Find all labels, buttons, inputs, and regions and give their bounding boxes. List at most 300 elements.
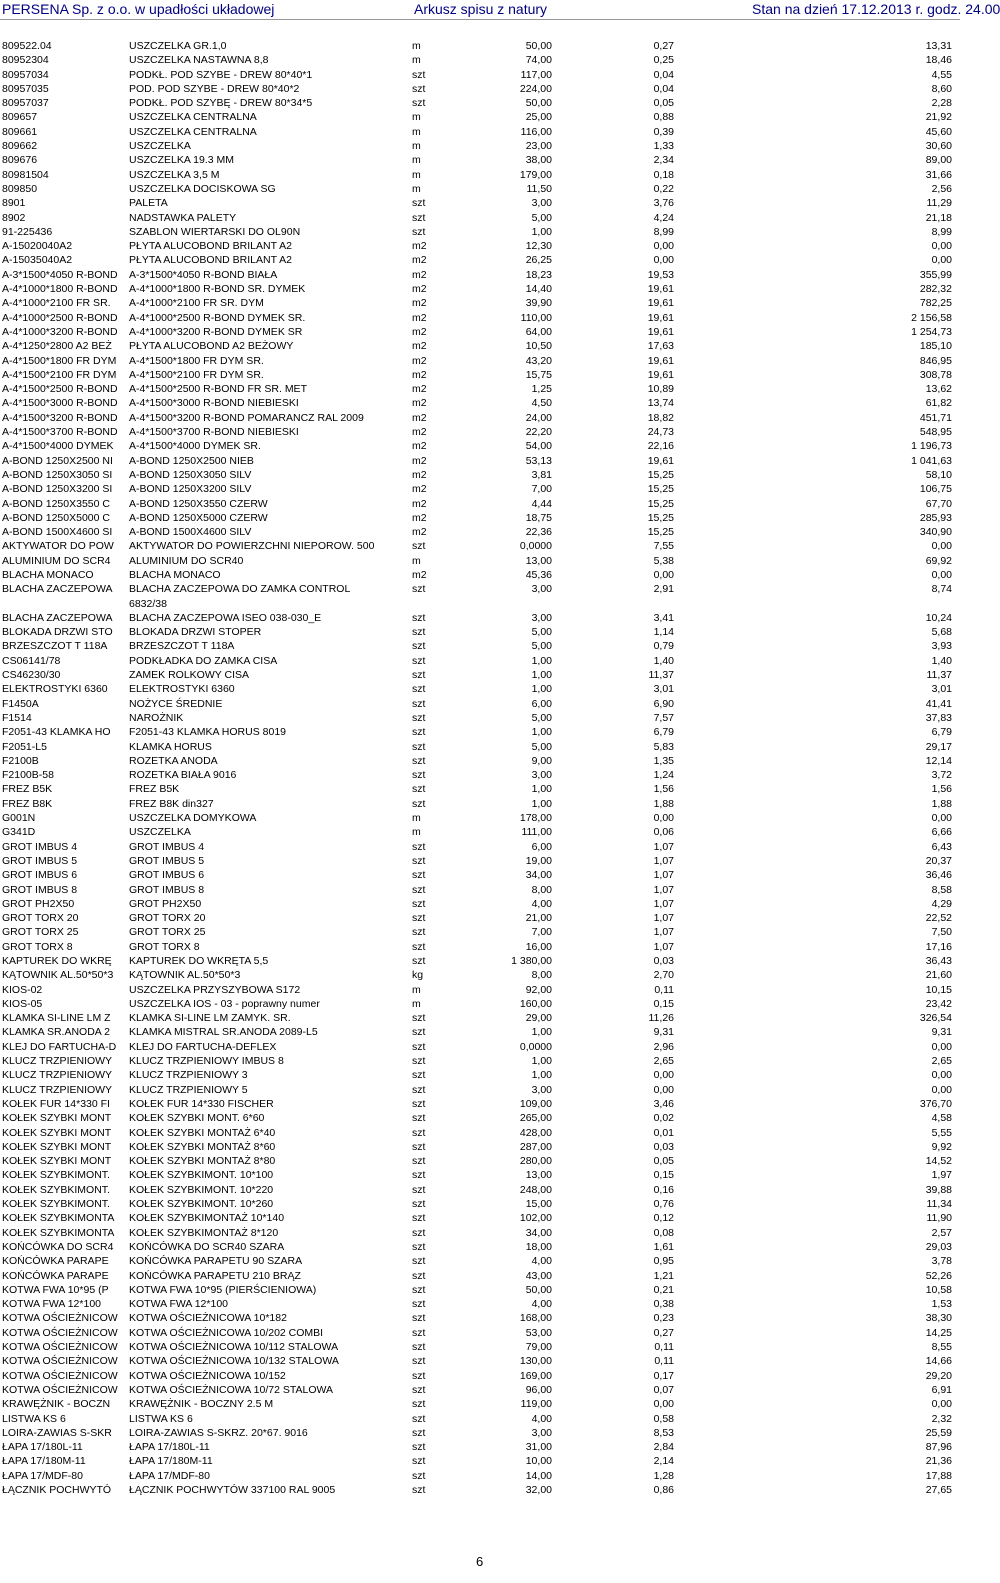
item-name: LOIRA-ZAWIAS S-SKRZ. 20*67. 9016 — [129, 1426, 308, 1439]
item-code: KOŁEK SZYBKI MONT — [2, 1140, 112, 1153]
item-quantity: 4,00 — [531, 1298, 552, 1311]
item-price: 7,57 — [653, 711, 674, 724]
item-name: USZCZELKA DOCISKOWA SG — [129, 182, 276, 195]
item-name: PODKŁ. POD SZYBE - DREW 80*40*1 — [129, 68, 313, 81]
item-unit: szt — [412, 1012, 426, 1025]
item-name: A-BOND 1250X3200 SILV — [129, 483, 252, 496]
item-unit: szt — [412, 1097, 426, 1110]
item-code: 809522.04 — [2, 40, 52, 52]
item-price: 0,02 — [653, 1112, 674, 1125]
item-quantity: 7,00 — [531, 483, 552, 496]
item-price: 3,76 — [653, 197, 674, 210]
item-quantity: 10,00 — [525, 1455, 552, 1468]
item-quantity: 5,00 — [531, 640, 552, 653]
item-unit: szt — [412, 1198, 426, 1211]
item-unit: m — [412, 182, 421, 195]
item-price: 0,04 — [653, 82, 674, 95]
item-code: 809676 — [2, 154, 38, 167]
table-row — [0, 1412, 960, 1426]
item-code: 80981504 — [2, 168, 49, 181]
table-row — [0, 868, 960, 882]
table-row — [0, 339, 960, 353]
item-name: KLEJ DO FARTUCHA-DEFLEX — [129, 1040, 277, 1053]
item-code: KOTWA OŚCIEŻNICOW — [2, 1326, 118, 1339]
table-row — [0, 454, 960, 468]
item-code: A-4*1000*3200 R-BOND — [2, 325, 118, 338]
item-code: F2100B — [2, 754, 39, 767]
item-value: 185,10 — [919, 340, 952, 353]
item-code: 80957034 — [2, 68, 49, 81]
table-row — [0, 625, 960, 639]
item-unit: szt — [412, 769, 426, 782]
item-unit: szt — [412, 211, 426, 224]
table-row — [0, 1369, 960, 1383]
item-value: 14,66 — [925, 1355, 952, 1368]
item-name: USZCZELKA CENTRALNA — [129, 111, 257, 124]
item-value: 0,00 — [931, 540, 952, 553]
item-unit: m — [412, 154, 421, 167]
item-quantity: 110,00 — [520, 311, 552, 324]
item-unit: szt — [412, 1426, 426, 1439]
item-value: 52,26 — [925, 1269, 952, 1282]
item-quantity: 8,00 — [531, 969, 552, 982]
item-value: 1,53 — [931, 1298, 952, 1311]
item-value: 2 156,58 — [911, 311, 952, 324]
item-unit: m2 — [412, 426, 427, 439]
item-quantity: 3,00 — [531, 197, 552, 210]
item-price: 1,56 — [653, 783, 674, 796]
item-unit: szt — [412, 225, 426, 238]
item-quantity: 22,20 — [525, 426, 552, 439]
item-name: PODKŁADKA DO ZAMKA CISA — [129, 654, 278, 667]
item-value: 69,92 — [925, 554, 952, 567]
table-row — [0, 1326, 960, 1340]
table-row — [0, 768, 960, 782]
item-value: 355,99 — [919, 268, 952, 281]
item-value: 25,59 — [925, 1426, 952, 1439]
item-value: 1 196,73 — [911, 440, 952, 453]
item-unit: m2 — [412, 511, 427, 524]
item-quantity: 3,00 — [531, 1083, 552, 1096]
item-unit: m — [412, 40, 421, 52]
item-code: A-3*1500*4050 R-BOND — [2, 268, 118, 281]
item-price: 13,74 — [647, 397, 674, 410]
item-quantity: 53,00 — [525, 1326, 552, 1339]
item-price: 6,90 — [653, 697, 674, 710]
item-quantity: 96,00 — [525, 1383, 552, 1396]
item-name: A-4*1500*1800 FR DYM SR. — [129, 354, 264, 367]
company-name: PERSENA Sp. z o.o. w upadłości układowej — [2, 1, 275, 17]
item-unit: m — [412, 54, 421, 67]
item-price: 0,05 — [653, 97, 674, 110]
table-row — [0, 396, 960, 410]
item-name: BLACHA ZACZEPOWA ISEO 038-030_E — [129, 611, 322, 624]
item-quantity: 45,36 — [525, 568, 552, 581]
table-row — [0, 125, 960, 139]
item-quantity: 8,00 — [531, 883, 552, 896]
item-value: 89,00 — [925, 154, 952, 167]
item-code: KOŁEK SZYBKI MONT — [2, 1126, 112, 1139]
table-row — [0, 1297, 960, 1311]
item-unit: m2 — [412, 454, 427, 467]
item-unit: m2 — [412, 297, 427, 310]
item-quantity: 117,00 — [520, 68, 552, 81]
item-unit: szt — [412, 82, 426, 95]
item-value: 8,55 — [931, 1341, 952, 1354]
item-unit: szt — [412, 783, 426, 796]
item-quantity: 22,36 — [525, 526, 552, 539]
item-price: 0,23 — [653, 1312, 674, 1325]
table-row — [0, 110, 960, 124]
item-unit: szt — [412, 726, 426, 739]
item-code: GROT IMBUS 4 — [2, 840, 78, 853]
item-value: 285,93 — [919, 511, 952, 524]
table-row — [0, 725, 960, 739]
table-row — [0, 668, 960, 682]
item-name: F2051-43 KLAMKA HORUS 8019 — [129, 726, 286, 739]
item-name: A-4*1000*2500 R-BOND DYMEK SR. — [129, 311, 306, 324]
item-name: KOTWA OŚCIEŻNICOWA 10/112 STALOWA — [129, 1341, 339, 1354]
item-quantity: 23,00 — [525, 140, 552, 153]
item-code: GROT IMBUS 6 — [2, 869, 78, 882]
item-price: 0,16 — [653, 1183, 674, 1196]
item-unit: m2 — [412, 440, 427, 453]
item-price: 0,00 — [653, 1398, 674, 1411]
item-unit: szt — [412, 1112, 426, 1125]
page-number: 6 — [476, 1554, 484, 1569]
item-name: USZCZELKA IOS - 03 - poprawny numer — [129, 997, 320, 1010]
item-name: GROT IMBUS 5 — [129, 854, 205, 867]
item-price: 0,18 — [653, 168, 674, 181]
table-row — [0, 439, 960, 453]
item-unit: szt — [412, 1312, 426, 1325]
item-quantity: 11,50 — [526, 182, 552, 195]
item-name: KLAMKA MISTRAL SR.ANODA 2089-L5 — [129, 1026, 318, 1039]
item-value: 29,03 — [925, 1240, 952, 1253]
item-code: GROT IMBUS 5 — [2, 854, 78, 867]
item-code: A-BOND 1250X5000 C — [2, 511, 110, 524]
item-unit: m2 — [412, 468, 427, 481]
item-value: 376,70 — [919, 1097, 952, 1110]
item-unit: m — [412, 125, 421, 138]
item-quantity: 4,44 — [531, 497, 552, 510]
item-code: CS46230/30 — [2, 669, 61, 682]
item-quantity: 102,00 — [519, 1212, 552, 1225]
item-code: KOTWA FWA 10*95 (P — [2, 1283, 109, 1296]
item-code: F2100B-58 — [2, 769, 54, 782]
item-value: 87,96 — [925, 1441, 952, 1454]
item-unit: szt — [412, 1226, 426, 1239]
item-unit: m2 — [412, 268, 427, 281]
table-row — [0, 482, 960, 496]
item-name: LISTWA KS 6 — [129, 1412, 193, 1425]
item-price: 4,24 — [653, 211, 674, 224]
item-name: KOŁEK SZYBKI MONTAŻ 6*40 — [129, 1126, 276, 1139]
item-unit: szt — [412, 912, 426, 925]
item-value: 0,00 — [931, 1040, 952, 1053]
item-price: 19,53 — [647, 268, 674, 281]
item-value: 1 041,63 — [911, 454, 952, 467]
item-quantity: 7,00 — [531, 926, 552, 939]
item-price: 5,83 — [653, 740, 674, 753]
table-row — [0, 411, 960, 425]
item-name: GROT TORX 8 — [129, 940, 200, 953]
item-unit: szt — [412, 940, 426, 953]
item-unit: szt — [412, 97, 426, 110]
item-unit: szt — [412, 683, 426, 696]
item-name: GROT TORX 25 — [129, 926, 206, 939]
item-price: 0,15 — [653, 997, 674, 1010]
item-code: ELEKTROSTYKI 6360 — [2, 683, 108, 696]
item-code: KOŁEK SZYBKIMONT. — [2, 1183, 110, 1196]
item-price: 0,07 — [653, 1383, 674, 1396]
item-quantity: 34,00 — [525, 1226, 552, 1239]
item-name: ELEKTROSTYKI 6360 — [129, 683, 235, 696]
item-quantity: 3,00 — [531, 611, 552, 624]
item-code: A-4*1000*2100 FR SR. — [2, 297, 111, 310]
page-header — [0, 0, 1000, 20]
item-value: 3,78 — [931, 1255, 952, 1268]
item-quantity: 1,00 — [531, 726, 552, 739]
item-price: 2,84 — [653, 1441, 674, 1454]
table-row — [0, 983, 960, 997]
item-code: A-BOND 1250X3200 SI — [2, 483, 113, 496]
item-price: 0,04 — [653, 68, 674, 81]
item-name: KOTWA OŚCIEŻNICOWA 10/202 COMBI — [129, 1326, 324, 1339]
item-unit: m2 — [412, 325, 427, 338]
item-code: 80957037 — [2, 97, 49, 110]
item-quantity: 3,00 — [531, 769, 552, 782]
item-name: A-4*1500*4000 DYMEK SR. — [129, 440, 261, 453]
item-unit: m — [412, 554, 421, 567]
table-row — [0, 1311, 960, 1325]
item-unit: szt — [412, 1441, 426, 1454]
item-name: A-4*1000*1800 R-BOND SR. DYMEK — [129, 283, 306, 296]
item-value: 846,95 — [919, 354, 952, 367]
item-price: 2,96 — [653, 1040, 674, 1053]
item-code: A-BOND 1250X3550 C — [2, 497, 110, 510]
item-value: 282,32 — [919, 283, 952, 296]
item-value: 0,00 — [931, 812, 952, 825]
item-value: 5,68 — [931, 626, 952, 639]
item-value: 10,58 — [925, 1283, 952, 1296]
item-value: 308,78 — [919, 368, 952, 381]
item-name: KOTWA OŚCIEŻNICOWA 10*182 — [129, 1312, 287, 1325]
item-unit: szt — [412, 797, 426, 810]
table-row — [0, 1025, 960, 1039]
item-price: 1,07 — [653, 854, 674, 867]
item-name: ŁAPA 17/MDF-80 — [129, 1469, 210, 1482]
item-code: KLUCZ TRZPIENIOWY — [2, 1055, 113, 1068]
item-name: KLUCZ TRZPIENIOWY 5 — [129, 1083, 248, 1096]
item-quantity: 64,00 — [525, 325, 552, 338]
item-price: 0,39 — [653, 125, 674, 138]
item-value: 9,31 — [931, 1026, 952, 1039]
item-unit: m — [412, 168, 421, 181]
item-code: KOŁEK FUR 14*330 FI — [2, 1097, 110, 1110]
item-quantity: 168,00 — [519, 1312, 552, 1325]
item-code: GROT TORX 25 — [2, 926, 79, 939]
item-price: 0,27 — [653, 1326, 674, 1339]
item-unit: szt — [412, 1412, 426, 1425]
item-quantity: 5,00 — [531, 626, 552, 639]
item-quantity: 1,00 — [531, 783, 552, 796]
item-value: 58,10 — [925, 468, 952, 481]
item-unit: szt — [412, 1069, 426, 1082]
item-name: GROT IMBUS 6 — [129, 869, 205, 882]
table-row — [0, 153, 960, 167]
table-row — [0, 1354, 960, 1368]
item-quantity: 6,00 — [531, 840, 552, 853]
table-row — [0, 740, 960, 754]
item-name: PODKŁ. POD SZYBĘ - DREW 80*34*5 — [129, 97, 313, 110]
item-value: 0,00 — [931, 254, 952, 267]
table-row — [0, 1269, 960, 1283]
item-code: G341D — [2, 826, 36, 839]
item-price: 0,79 — [653, 640, 674, 653]
item-value: 8,58 — [931, 883, 952, 896]
item-quantity: 119,00 — [520, 1398, 552, 1411]
table-row — [0, 239, 960, 253]
table-row — [0, 497, 960, 511]
item-unit: szt — [412, 1383, 426, 1396]
item-quantity: 0,0000 — [519, 540, 552, 553]
item-value: 29,20 — [925, 1369, 952, 1382]
item-name: BRZESZCZOT T 118A — [129, 640, 235, 653]
item-quantity: 32,00 — [525, 1483, 552, 1496]
item-code: A-15035040A2 — [2, 254, 73, 267]
table-row — [0, 354, 960, 368]
table-row — [0, 1240, 960, 1254]
item-value: 2,32 — [931, 1412, 952, 1425]
item-price: 3,46 — [653, 1097, 674, 1110]
item-price: 1,07 — [653, 926, 674, 939]
item-price: 0,00 — [653, 1069, 674, 1082]
item-unit: m — [412, 111, 421, 124]
item-price: 1,07 — [653, 912, 674, 925]
item-unit: szt — [412, 1083, 426, 1096]
item-price: 0,76 — [653, 1198, 674, 1211]
item-price: 1,07 — [653, 869, 674, 882]
item-value: 5,55 — [931, 1126, 952, 1139]
item-code: KOŁEK SZYBKI MONT — [2, 1155, 112, 1168]
item-quantity: 3,81 — [531, 468, 552, 481]
item-code: FREZ B8K — [2, 797, 53, 810]
item-price: 1,21 — [653, 1269, 674, 1282]
item-quantity: 9,00 — [531, 754, 552, 767]
item-quantity: 265,00 — [519, 1112, 552, 1125]
item-name: A-BOND 1250X3050 SILV — [129, 468, 252, 481]
table-row — [0, 325, 960, 339]
item-value: 1,88 — [931, 797, 952, 810]
item-name: NOŻYCE ŚREDNIE — [129, 697, 223, 710]
item-unit: szt — [412, 640, 426, 653]
item-unit: m — [412, 812, 421, 825]
item-price: 15,25 — [647, 468, 674, 481]
item-name: BLACHA MONACO — [129, 568, 221, 581]
item-unit: m — [412, 997, 421, 1010]
item-price: 0,15 — [653, 1169, 674, 1182]
item-quantity: 130,00 — [519, 1355, 552, 1368]
item-name: GROT PH2X50 — [129, 897, 202, 910]
item-value: 12,14 — [925, 754, 952, 767]
item-code: A-BOND 1500X4600 SI — [2, 526, 113, 539]
item-quantity: 53,13 — [525, 454, 552, 467]
item-price: 0,27 — [653, 40, 674, 52]
item-code: A-4*1250*2800 A2 BEŻ — [2, 340, 112, 353]
item-unit: szt — [412, 68, 426, 81]
item-code: A-15020040A2 — [2, 240, 73, 253]
item-price: 2,70 — [653, 969, 674, 982]
item-name: KRAWĘŻNIK - BOCZNY 2.5 M — [129, 1398, 274, 1411]
item-quantity: 280,00 — [519, 1155, 552, 1168]
item-unit: szt — [412, 883, 426, 896]
table-row — [0, 682, 960, 696]
table-row — [0, 1040, 960, 1054]
item-price: 11,37 — [648, 669, 674, 682]
item-code: ŁAPA 17/180L-11 — [2, 1441, 83, 1454]
item-code: ŁĄCZNIK POCHWYTÓ — [2, 1483, 112, 1496]
table-row — [0, 1440, 960, 1454]
table-row — [0, 711, 960, 725]
item-code: 80952304 — [2, 54, 49, 67]
table-row — [0, 1111, 960, 1125]
table-row — [0, 554, 960, 568]
table-row — [0, 1197, 960, 1211]
item-price: 0,25 — [653, 54, 674, 67]
item-quantity: 1,00 — [531, 654, 552, 667]
item-code: KOŁEK SZYBKIMONTA — [2, 1226, 115, 1239]
item-value: 39,88 — [925, 1183, 952, 1196]
item-name: A-4*1500*3200 R-BOND POMARANCZ RAL 2009 — [129, 411, 364, 424]
item-price: 15,25 — [647, 483, 674, 496]
item-price: 0,11 — [654, 1341, 674, 1354]
item-quantity: 1,00 — [531, 1026, 552, 1039]
item-value: 13,31 — [925, 40, 952, 52]
item-name: KAPTUREK DO WKRĘTA 5,5 — [129, 955, 269, 967]
item-unit: szt — [412, 840, 426, 853]
item-code: F1450A — [2, 697, 39, 710]
table-row — [0, 539, 960, 553]
item-code: F1514 — [2, 711, 32, 724]
item-value: 38,30 — [925, 1312, 952, 1325]
item-name: USZCZELKA CENTRALNA — [129, 125, 257, 138]
item-price: 2,65 — [653, 1055, 674, 1068]
table-row — [0, 568, 960, 582]
item-price: 24,73 — [647, 426, 674, 439]
item-name: KOŁEK SZYBKIMONT. 10*260 — [129, 1198, 274, 1211]
item-unit: szt — [412, 740, 426, 753]
item-value: 0,00 — [931, 1069, 952, 1082]
item-quantity: 43,20 — [525, 354, 552, 367]
item-name: A-4*1000*3200 R-BOND DYMEK SR — [129, 325, 303, 338]
item-code: 809662 — [2, 140, 38, 153]
table-row — [0, 897, 960, 911]
item-price: 0,22 — [653, 182, 674, 195]
item-quantity: 1,00 — [531, 797, 552, 810]
item-price: 1,14 — [653, 626, 674, 639]
table-row — [0, 525, 960, 539]
item-unit: szt — [412, 711, 426, 724]
table-row — [0, 854, 960, 868]
item-code: CS06141/78 — [2, 654, 61, 667]
item-value: 21,92 — [925, 111, 952, 124]
item-price: 19,61 — [647, 325, 674, 338]
item-price: 0,00 — [653, 254, 674, 267]
item-quantity: 15,75 — [525, 368, 552, 381]
item-value: 0,00 — [931, 240, 952, 253]
item-name: A-BOND 1500X4600 SILV — [129, 526, 252, 539]
